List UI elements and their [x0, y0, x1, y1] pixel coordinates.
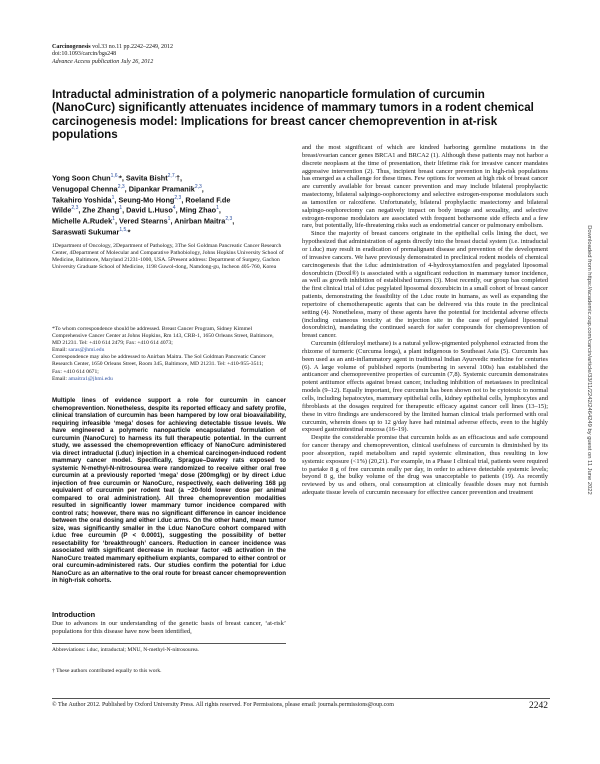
abbreviations: Abbreviations: i.duc, intraductal; MNU, N-methyl-N-nitrosourea. [52, 647, 199, 653]
author-line: Michelle A.Rudek$^1$, Vered Stearns$^1$, Anirban Maitra$^{2,3}$, [52, 216, 235, 226]
email-link-sukumar[interactable]: saras@jhmi.edu [68, 347, 105, 354]
intro-text: Due to advances in our understanding of the genetic basis of breast cancer, ‘at-risk’ populations for this disease have now been identified, [52, 620, 286, 635]
right-column [302, 144, 548, 497]
paragraph: Despite the considerable promise that curcumin holds as an efficacious and safe compound for cancer therapy and chemoprevention, clinical usefulness of curcumin is diminished by its poor absorption, rapid metabolism and rapid systemic elimination, thus resulting in low systemic exposure (<1%) (20,21). For example, in a Phase I clinical trial, patients were required to partake 8 g of free curcumin orally per day, in order to achieve detectable systemic levels; beyond 8 g, the bulky volume of the drug was unacceptable to patients (19). As recently reviewed by us and others, oral consumption at clinically feasible doses may not furnish adequate tissue levels of curcumin necessary for effective cancer prevention and treatment [302, 434, 548, 497]
author-line: Venugopal Chenna$^{2,3}$, Dipankar Pramanik$^{2,3}$, [52, 183, 204, 194]
equal-contribution-note: † These authors contributed equally to this work. [52, 668, 162, 674]
author-line: Yong Soon Chun$^{1,6,}$*, Savita Bisht$^{2,7,}$†, [52, 173, 183, 183]
paragraph: Curcumin (diferuloyl methane) is a natural yellow-pigmented polyphenol extracted from the rhizome of turmeric (Curcuma longa), a plant indigenous to Southeast Asia (5). Curcumin has been used as an anti-inflammatory agent in traditional Indian Ayurvedic medicine for centuries (6). A large volume of published reports (numbering in several 100s) has established the anticancer and chemopreventive properties of curcumin (7,8). Systemic curcumin demonstrates potent antitumor effects against breast cancer, including inhibition of metastases in preclinical models (9–12). Equally important, free curcumin has been shown not to be cytotoxic to normal cells, including hepatocytes, mammary epithelial cells, kidney epithelial cells, lymphocytes and fibroblasts at the dosages required for therapeutic efficacy against cancer cell lines (13–15); these in vitro findings are underscored by the limited human clinical trials performed with oral curcumin, wherein doses up to 12 g/day have had minimal adverse effects, even to the highly exposed gastrointestinal mucosa (16–19). [302, 340, 548, 434]
download-side-text: Downloaded from https://academic.oup.com/carcin/article/33/11/2242/2464249 by guest on 11 June 2022 [586, 225, 592, 495]
paragraph: and the most significant of which are kindred harboring germline mutations in the breast/ovarian cancer genes BRCA1 and BRCA2 (1). Although these patients may not harbor a discrete neoplasm at the time of presentation, their lifetime risk for invasive cancer mandates aggressive intervention (2). Thus, incipient breast cancer prevention in high-risk populations has emerged as a challenge for these times. Few options for women at high risk of breast cancer are currently available for breast cancer prevention and may include bilateral prophylactic mastectomy, bilateral salpingo-oophorectomy and selective estrogen-response modulators such as tamoxifen or raloxifene. Unfortunately, bilateral prophylactic mastectomy and bilateral salpingo-oophorectomy can negatively impact on body image and sexuality, and selective estrogen-response modulators are associated with frequent bothersome side effects and a few rare, but potentially, life-threatening risks such as endometrial cancer or pulmonary embolism. [302, 144, 548, 230]
journal-volume-pages: vol.33 no.11 pp.2242–2249, 2012 [92, 44, 174, 50]
footnote-divider [52, 643, 286, 644]
journal-name: Carcinogenesis [52, 44, 91, 50]
journal-header [52, 44, 372, 66]
correspondence-primary: *To whom correspondence should be addressed. Breast Cancer Program, Sidney Kimmel Comprehensive Cancer Center at Johns Hopkins, Rm 143, CRB-1, 1650 Orleans Street, Baltimore, MD 21231. Tel: +410 614 2479; Fax: +410 614 4073; [52, 326, 274, 347]
page-footer [52, 698, 550, 709]
article-title: Intraductal administration of a polymeric nanoparticle formulation of curcumin (NanoCurc) significantly attenuates incidence of mammary tumors in a rodent chemical carcinogenesis model: Implications for breast cancer chemoprevention in at-risk populations [52, 88, 534, 142]
intro-heading: Introduction [52, 610, 96, 619]
correspondence-secondary: Correspondence may also be addressed to Anirban Maitra. The Sol Goldman Pancreatic Cancer Research Center, 1650 Orleans Street, Room 345, Baltimore, MD 21231. Tel: +410-955-3511; [52, 354, 266, 368]
footer-divider [52, 698, 550, 699]
author-list [52, 172, 282, 237]
affiliations: 1Department of Oncology, 2Department of Pathology, 3The Sol Goldman Pancreatic Cancer Research Center, 4Department of Molecular and Comparative Pathobiology, Johns Hopkins University School of Medicine, Baltimore, Maryland 21231-1000, USA. 5Present address: Department of Surgery, Gachon University Graduate School of Medicine, 1198 Guwol-dong, Namdong-gu, Incheon 405-760, Korea [52, 243, 284, 271]
author-line: Takahiro Yoshida$^1$, Seung-Mo Hong$^{2,3}$, Roeland F.de [52, 194, 231, 205]
page-number: 2242 [529, 701, 548, 711]
advance-access: Advance Access publication July 26, 2012 [52, 58, 154, 65]
abstract: Multiple lines of evidence support a role for curcumin in cancer chemoprevention. Nonetheless, despite its reported efficacy and safety profile, clinical translation of curcumin has been hampered by low oral bioavailability, requiring infeasible ‘mega’ doses for achieving detectable tissue levels. We have engineered a polymeric nanoparticle encapsulated formulation of curcumin (NanoCurc) to harness its full therapeutic potential. In the current study, we assessed the chemoprevention efficacy of NanoCurc administered via direct intraductal (i.duc) injection in a chemical carcinogen-induced rodent mammary cancer model. Specifically, Sprague–Dawley rats exposed to systemic N-methyl-N-nitrosourea were randomized to receive either oral free curcumin at a previously reported ‘mega’ dose (200mg/kg) or by direct i.duc injection of free curcumin or NanoCurc, respectively, each delivering 168 μg equivalent of curcumin per rodent teat (a ~20-fold lower dose per animal compared to oral administration). All three chemoprevention modalities resulted in significantly lower mammary tumor incidence compared with control rats; however, there was no significant difference in cancer incidence between the oral dosing and either i.duc arms. On the other hand, mean tumor size, was significantly smaller in the i.duc NanoCurc cohort compared with i.duc free curcumin (P < 0.0001), suggesting the possibility of better resectability for ‘breakthrough’ cancers. Reduction in cancer incidence was associated with significant decrease in nuclear factor -κB activation in the NanoCurc treated mammary epithelium explants, compared to either control or oral curcumin-administered rats. Our studies confirm the potential for i.duc NanoCurc as an alternative to the oral route for breast cancer chemoprevention in high-risk cohorts. [52, 397, 286, 584]
email-link-maitra[interactable]: amaitra1@jhmi.edu [68, 375, 113, 382]
paragraph: Since the majority of breast cancers originate in the epithelial cells lining the duct, we hypothesized that administration of agents directly into the breast ductal system (i.e. intraductal or i.duc) may result in eradication of premalignant disease and prevention of the development of invasive cancers. We have previously demonstrated in preclinical rodent models of chemical carcinogenesis that the i.duc administration of 4-hydroxytamoxifen and pegylated liposomal doxorubicin (Doxil®) is associated with a significant reduction in mammary tumor incidence, as well as growth inhibition of established tumors (3). Most recently, our group has completed the first clinical trial of i.duc pegylated liposomal doxorubicin in a small cohort of breast cancer patients, demonstrating the feasibility of the i.duc route in humans, as well as expanding the repertoire of chemotherapeutic agents that can be delivered via this route in the preclinical setting (4). Nonetheless, many of these agents have the potential for incidental adverse effects (including cutaneous toxicity at the injection site in the case of pegylated liposomal doxorubicin), mandating the continued search for safer compounds for chemoprevention of breast cancer. [302, 230, 548, 340]
author-line: Wilde$^{2,3}$, Zhe Zhang$^1$, David L.Huso$^4$, Ming Zhao$^1$, [52, 205, 221, 215]
author-line: Saraswati Sukumar$^{1,5,}$* [52, 227, 131, 237]
copyright: © The Author 2012. Published by Oxford University Press. All rights reserved. For Permissions, please email: journals.permissions@oup.com [52, 702, 394, 708]
doi[interactable]: doi:10.1093/carcin/bgs248 [52, 51, 117, 58]
correspondence: *To whom correspondence should be addressed. Breast Cancer Program, Sidney Kimmel Comprehensive Cancer Center at Johns Hopkins, Rm 143, CRB-1, 1650 Orleans Street, Baltimore, MD 21231. Tel: +410 614 2479; Fax: +410 614 4073; Email: saras@jhmi.edu Correspondence may also be addressed to Anirban Maitra. The Sol Goldman Pancreatic Cancer Research Center, 1650 Orleans Street, Room 345, Baltimore, MD 21231. Tel: +410-955-3511; Fax: +410 614 0671; Email: amaitra1@jhmi.edu [52, 326, 274, 382]
